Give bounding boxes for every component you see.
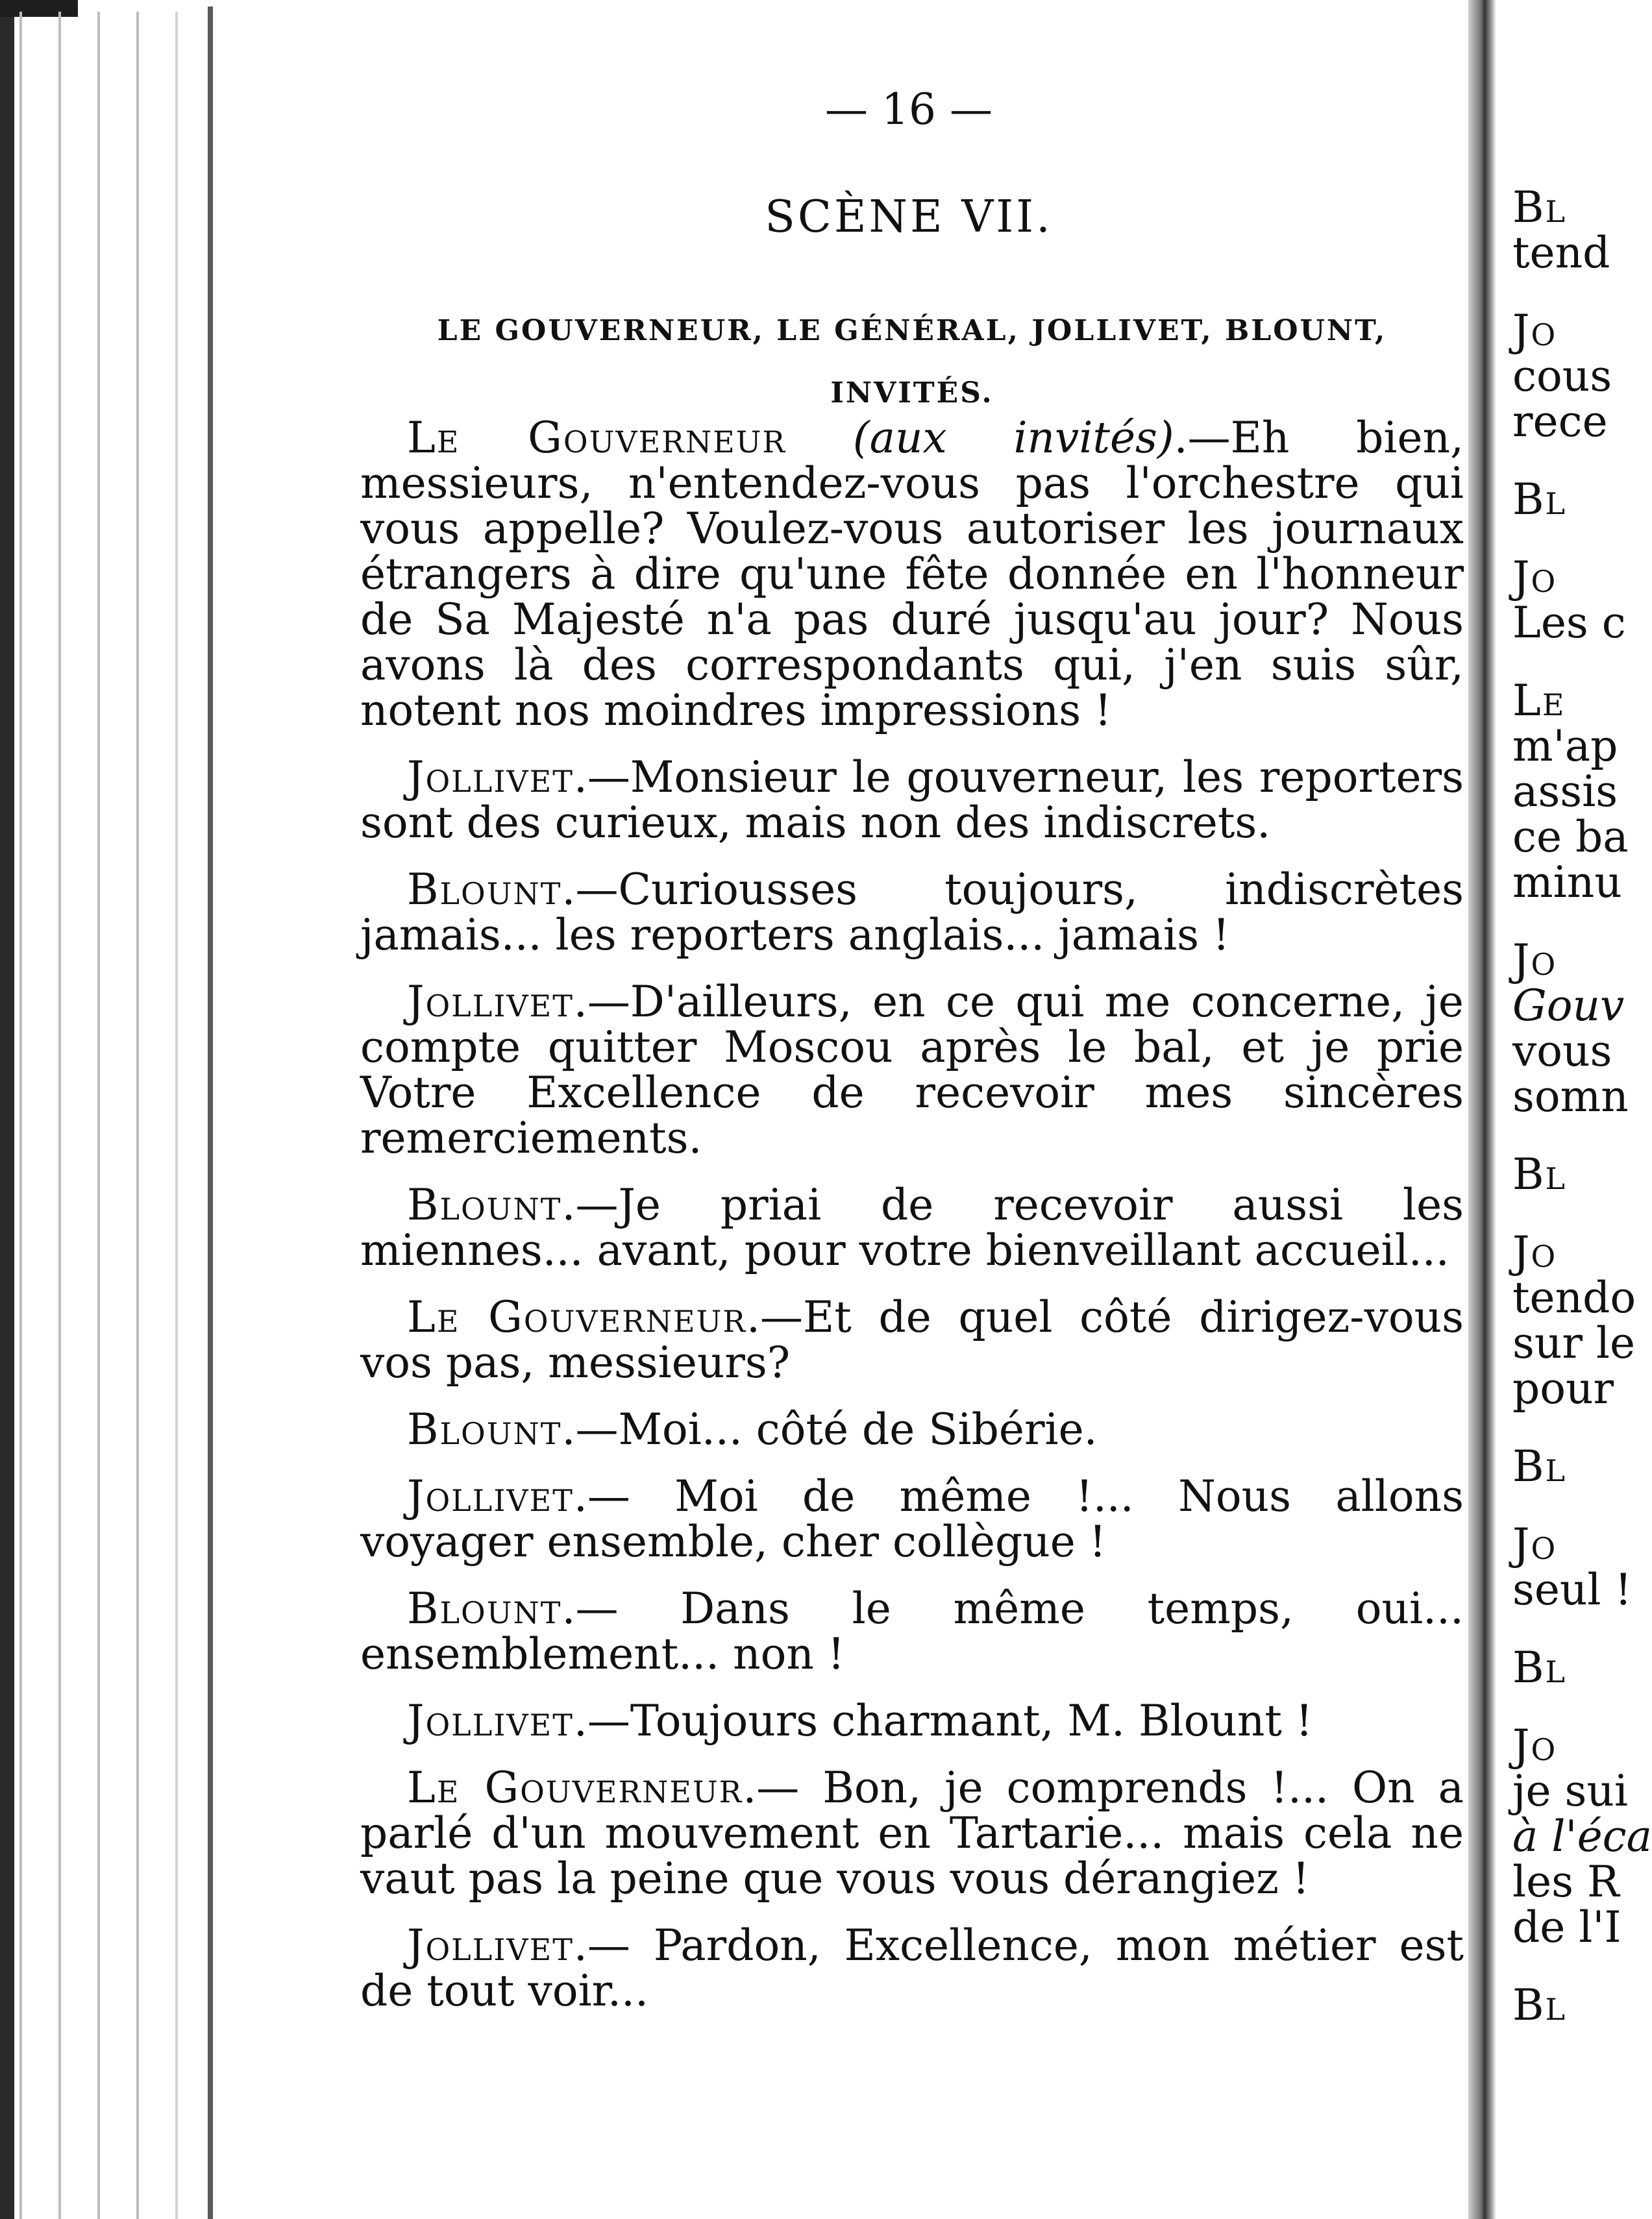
dialogue-text: .—Et de quel côté dirigez-vous vos pas, messieurs? (360, 1292, 1464, 1388)
stage-direction: (aux invités) (852, 413, 1174, 463)
dialogue-body (360, 415, 1464, 2035)
facing-page-fragment: seul ! (1512, 1565, 1633, 1615)
page-border (208, 6, 213, 2219)
dialogue-text: .—Curiousses toujours, indiscrètes jamais... les reporters anglais... jamais ! (360, 864, 1464, 960)
facing-page-fragment: de l'I (1512, 1902, 1621, 1952)
facing-page-fragment: Jo (1512, 1519, 1557, 1569)
facing-page-fragment: assis (1512, 766, 1618, 816)
facing-page-fragment: Bl (1512, 1980, 1567, 2030)
speaker-name: Blount (407, 864, 562, 914)
facing-page-fragment: Les c (1512, 598, 1626, 648)
dialogue-text: .—Monsieur le gouverneur, les reporters sont des curieux, mais non des indiscrets. (360, 752, 1464, 848)
dialogue-text: .— Bon, je comprends !... On a parlé d'un mouvement en Tartarie... mais cela ne vaut pas la peine que vous vous dérangiez ! (360, 1763, 1464, 1904)
facing-page-fragment: Bl (1512, 1149, 1567, 1199)
dialogue-text: .— Dans le même temps, oui... ensemblement... non ! (360, 1584, 1464, 1679)
speaker-name: Blount (407, 1180, 562, 1230)
speaker-name: Jollivet (407, 1696, 574, 1746)
speaker-name: Jollivet (407, 752, 574, 802)
dialogue-line (360, 864, 1464, 960)
scene-title: SCÈNE VII. (765, 191, 1053, 243)
dialogue-line (360, 1180, 1464, 1275)
book-gutter (1468, 0, 1496, 2219)
dialogue-line (360, 415, 1464, 733)
facing-page-fragment: Bl (1512, 1441, 1567, 1491)
dialogue-line (360, 1698, 1464, 1744)
facing-page-fragment: Jo (1512, 1227, 1557, 1277)
dialogue-line (360, 979, 1464, 1161)
facing-page-fragment: tendo (1512, 1273, 1636, 1323)
facing-page-fragment: les R (1512, 1857, 1620, 1907)
facing-page-fragment: somn (1512, 1072, 1629, 1122)
facing-page-fragment: m'ap (1512, 721, 1618, 771)
facing-page-fragment: ce ba (1512, 812, 1629, 862)
speaker-name: Le Gouverneur (407, 413, 787, 463)
facing-page (1499, 0, 1652, 2219)
dialogue-text: .—Je priai de recevoir aussi les miennes... avant, pour votre bienveillant accueil... (360, 1180, 1464, 1275)
speaker-name: Le Gouverneur (407, 1292, 747, 1342)
dialogue-line (360, 752, 1464, 848)
dialogue-text: .— Moi de même !... Nous allons voyager ensemble, cher collègue ! (360, 1471, 1464, 1567)
dialogue-text: .— Pardon, Excellence, mon métier est de tout voir... (360, 1920, 1464, 2016)
dialogue-text: .—D'ailleurs, en ce qui me concerne, je compte quitter Moscou après le bal, et je prie Votre Excellence de recevoir mes sincères remerciements. (360, 977, 1464, 1163)
facing-page-fragment: Gouv (1512, 981, 1625, 1031)
page-number: — 16 — (825, 84, 992, 134)
dialogue-line (360, 1765, 1464, 1902)
facing-page-fragment: minu (1512, 857, 1622, 907)
dialogue-line (360, 1920, 1464, 2016)
dialogue-text: .—Toujours charmant, M. Blount ! (573, 1696, 1313, 1746)
page-edges-fade (0, 12, 221, 2219)
facing-page-fragment: Bl (1512, 182, 1567, 232)
character-list: LE GOUVERNEUR, LE GÉNÉRAL, JOLLIVET, BLOUNT, INVITÉS. (437, 314, 1387, 410)
facing-page-fragment: sur le (1512, 1318, 1636, 1368)
speaker-name: Le Gouverneur (407, 1763, 743, 1813)
speaker-name: Blount (407, 1584, 562, 1634)
facing-page-fragment: pour (1512, 1364, 1614, 1414)
dialogue-text: .—Moi... côté de Sibérie. (561, 1404, 1098, 1454)
speaker-name: Jollivet (407, 1920, 574, 1970)
dialogue-line (360, 1586, 1464, 1677)
dialogue-line (360, 1471, 1464, 1567)
facing-page-fragment: Jo (1512, 935, 1557, 985)
speaker-name: Jollivet (407, 977, 574, 1027)
facing-page-fragment: je sui (1512, 1766, 1628, 1816)
facing-page-fragment: Bl (1512, 474, 1567, 524)
facing-page-fragment: tend (1512, 228, 1610, 278)
facing-page-fragment: Jo (1512, 552, 1557, 602)
speaker-name: Jollivet (407, 1471, 574, 1521)
dialogue-line (360, 1404, 1464, 1454)
facing-page-fragment: Bl (1512, 1643, 1567, 1693)
facing-page-fragment: Jo (1512, 1721, 1557, 1771)
facing-page-fragment: rece (1512, 397, 1608, 447)
facing-page-fragment: Jo (1512, 306, 1557, 356)
facing-page-fragment: Le (1512, 676, 1566, 726)
facing-page-fragment: à l'éca (1512, 1811, 1652, 1861)
facing-page-fragment: vous (1512, 1026, 1612, 1076)
dialogue-text: .—Eh bien, messieurs, n'entendez-vous pas l'orchestre qui vous appelle? Voulez-vous autoriser les journaux étrangers à dire qu'une fête donnée en l'honneur de Sa Majesté n'a pas duré jusqu'au jour? Nous avons là des correspondants qui, j'en suis sûr, notent nos moindres impressions ! (360, 413, 1464, 735)
dialogue-line (360, 1292, 1464, 1388)
facing-page-fragment: cous (1512, 351, 1612, 401)
speaker-name: Blount (407, 1404, 562, 1454)
